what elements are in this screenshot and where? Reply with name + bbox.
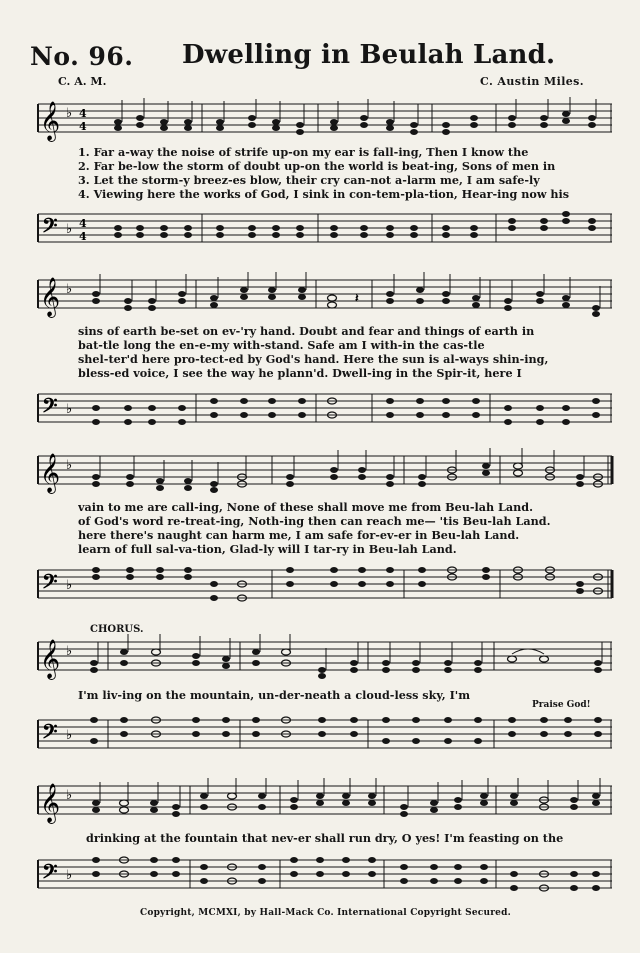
svg-text:4: 4 (79, 217, 87, 230)
verse-line: bless-ed voice, I see the way he plann'd. Dwell-ing in the Spir-it, here I (78, 366, 522, 380)
verse-line: 3. Let the storm-y breez-es blow, their cry can-not a-larm me, I am safe-ly (78, 173, 540, 187)
svg-text:𝄢: 𝄢 (42, 213, 58, 242)
chorus-lyrics-1 (78, 688, 608, 702)
svg-text:𝄞: 𝄞 (40, 453, 61, 493)
svg-text:𝄞: 𝄞 (40, 639, 61, 679)
composer-credit: C. Austin Miles. (480, 75, 584, 88)
svg-text:♭: ♭ (66, 222, 73, 237)
svg-text:4: 4 (79, 107, 87, 120)
svg-text:♭: ♭ (66, 458, 73, 473)
treble-staff-5 (0, 778, 640, 824)
treble-staff-4 (0, 634, 640, 680)
svg-text:♭: ♭ (66, 788, 73, 803)
verse-line: 2. Far be-low the storm of doubt up-on the world is beat-ing, Sons of men in (78, 159, 556, 173)
svg-text:♭: ♭ (66, 578, 73, 593)
svg-text:𝄢: 𝄢 (42, 569, 58, 598)
verse-line: bat-tle long the en-e-my with-stand. Safe am I with-in the cas-tle (78, 338, 485, 352)
bass-staff-5 (0, 850, 640, 898)
verse-lyrics-2 (78, 324, 608, 380)
svg-text:♭: ♭ (66, 644, 73, 659)
hymn-title: Dwelling in Beulah Land. (182, 40, 556, 70)
treble-staff-1 (0, 96, 640, 142)
svg-text:𝄞: 𝄞 (40, 277, 61, 317)
verse-line: 1. Far a-way the noise of strife up-on my ear is fall-ing, Then I know the (78, 145, 529, 159)
bass-staff-1 (0, 204, 640, 252)
chorus-label: CHORUS. (90, 624, 144, 635)
svg-text:𝄢: 𝄢 (42, 719, 58, 748)
hymn-number: No. 96. (30, 42, 134, 71)
bass-staff-2 (0, 384, 640, 432)
svg-text:♭: ♭ (66, 868, 73, 883)
hymn-header (0, 0, 640, 110)
chorus-line: I'm liv-ing on the mountain, un-der-neath a cloud-less sky, I'm (78, 688, 471, 702)
bass-staff-3 (0, 560, 640, 608)
meter-credit: C. A. M. (58, 75, 107, 88)
verse-line: 4. Viewing here the works of God, I sink in con-tem-pla-tion, Hear-ing now his (78, 187, 570, 201)
treble-staff-2 (0, 272, 640, 318)
svg-text:4: 4 (79, 120, 87, 133)
echo-text: Praise God! (532, 700, 591, 710)
chorus-lyrics-2 (86, 831, 606, 845)
svg-text:𝄞: 𝄞 (40, 101, 61, 141)
svg-text:𝄽: 𝄽 (355, 291, 359, 305)
verse-line: sins of earth be-set on ev-'ry hand. Doubt and fear and things of earth in (78, 324, 535, 338)
chorus-line: drinking at the fountain that nev-er shall run dry, O yes! I'm feasting on the (86, 831, 564, 845)
svg-text:4: 4 (79, 230, 87, 243)
verse-line: here there's naught can harm me, I am safe for-ev-er in Beu-lah Land. (78, 528, 520, 542)
svg-text:𝄞: 𝄞 (40, 783, 61, 823)
svg-text:♭: ♭ (66, 282, 73, 297)
verse-line: shel-ter'd here pro-tect-ed by God's hand. Here the sun is al-ways shin-ing, (78, 352, 549, 366)
svg-text:♭: ♭ (66, 728, 73, 743)
copyright-notice: Copyright, MCMXI, by Hall-Mack Co. International Copyright Secured. (140, 908, 511, 918)
verse-line: of God's word re-treat-ing, Noth-ing then can reach me— 'tis Beu-lah Land. (78, 514, 551, 528)
verse-lyrics-1 (78, 145, 608, 201)
bass-staff-4 (0, 710, 640, 758)
verse-line: learn of full sal-va-tion, Glad-ly will I tar-ry in Beu-lah Land. (78, 542, 457, 556)
svg-text:♭: ♭ (66, 402, 73, 417)
svg-text:𝄢: 𝄢 (42, 859, 58, 888)
treble-staff-3 (0, 448, 640, 494)
verse-line: vain to me are call-ing, None of these shall move me from Beu-lah Land. (78, 500, 533, 514)
svg-text:♭: ♭ (66, 106, 73, 121)
verse-lyrics-3 (78, 500, 608, 556)
svg-text:𝄢: 𝄢 (42, 393, 58, 422)
